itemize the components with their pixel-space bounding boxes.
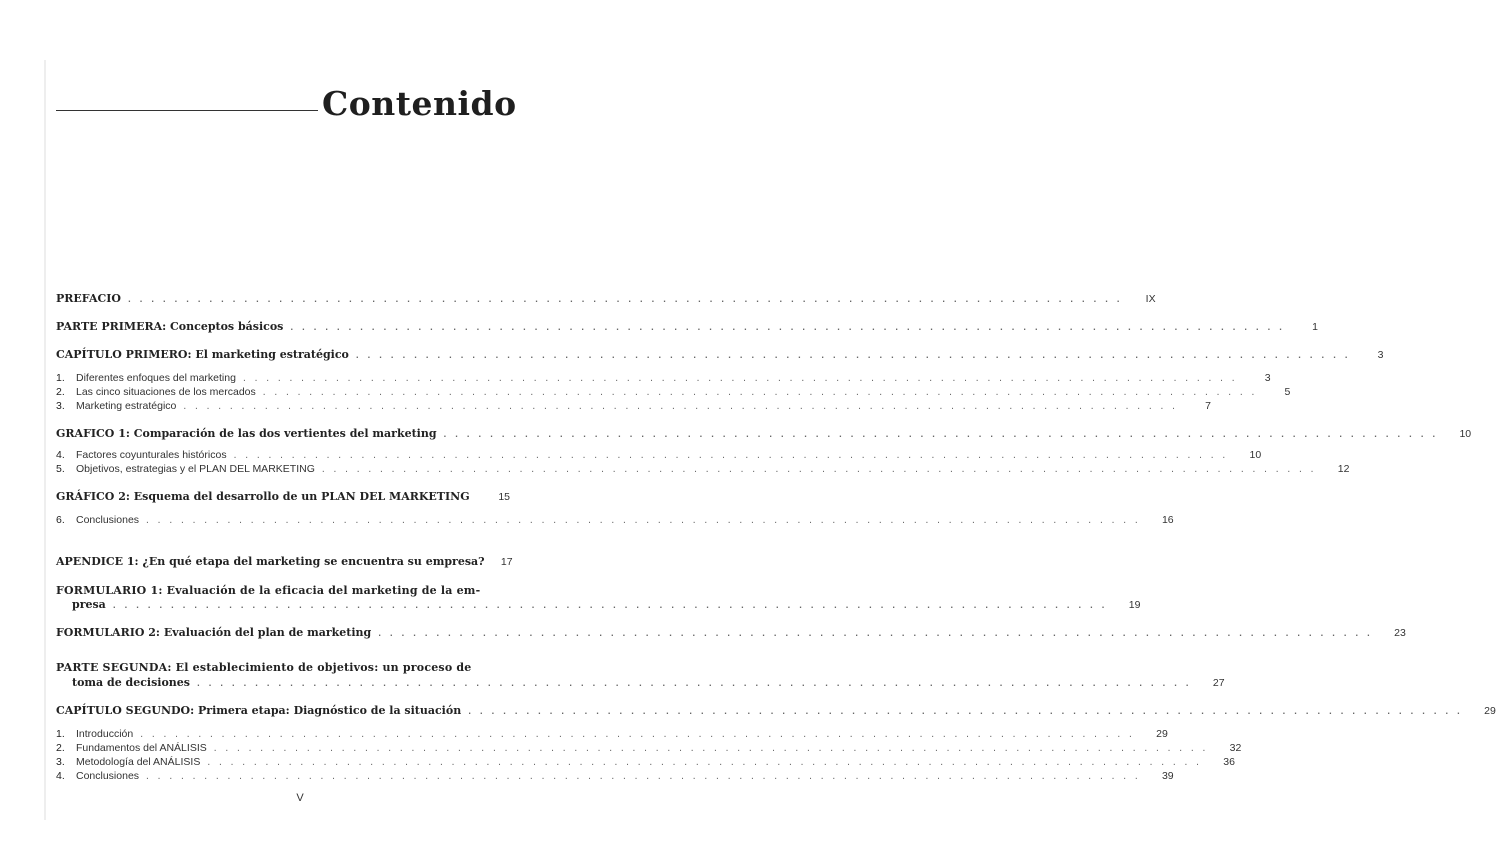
toc-entry-label: PREFACIO: [56, 292, 121, 305]
page-title: Contenido: [322, 84, 517, 123]
toc-subentry: [56, 769, 1174, 783]
page-number-footer: V: [296, 792, 304, 804]
toc-subentry-label: Conclusiones: [76, 770, 140, 782]
toc-entry-label: GRAFICO 1: Comparación de las dos vertientes del marketing: [56, 427, 437, 440]
toc-entry-formulario-1-cont: [72, 598, 1141, 612]
toc-subentry: [56, 513, 1174, 527]
toc-page-number: 5: [1284, 386, 1291, 398]
toc-entry-parte-primera: [56, 320, 1318, 334]
toc-page-number: 3: [1264, 372, 1271, 384]
toc-subentry-number: 6.: [56, 514, 65, 526]
toc-entry-label: FORMULARIO 2: Evaluación del plan de marketing: [56, 626, 372, 639]
leader-dots: [289, 321, 1284, 335]
toc-entry-parte-segunda: [56, 661, 510, 675]
toc-subentry: [56, 741, 1242, 755]
toc-subentry-label: Factores coyunturales históricos: [76, 449, 227, 461]
leader-dots: [127, 293, 1122, 307]
toc-page-number: 10: [1249, 449, 1262, 461]
toc-entry-label: PARTE PRIMERA: Conceptos básicos: [56, 320, 284, 333]
toc-subentry-label: Fundamentos del ANÁLISIS: [76, 742, 207, 754]
toc-entry-grafico-2: [56, 490, 510, 504]
toc-entry-label-continuation: presa: [72, 598, 106, 611]
toc-subentry: [56, 462, 1350, 476]
leader-dots: [262, 386, 1257, 400]
leader-dots: [112, 599, 1107, 613]
toc-page-number: 15: [498, 491, 510, 503]
toc-page-number: 32: [1229, 742, 1242, 754]
toc-entry-parte-segunda-cont: [72, 676, 1225, 690]
toc-subentry: [56, 371, 1271, 385]
toc-entry-capitulo-segundo: [56, 704, 1496, 718]
toc-page-number: 29: [1156, 728, 1168, 740]
toc-entry-label-continuation: toma de decisiones: [72, 676, 190, 689]
toc-page-number: 17: [500, 556, 513, 568]
toc-subentry-label: Metodología del ANÁLISIS: [76, 756, 201, 768]
toc-entry-apendice-1: [56, 555, 513, 569]
toc-page-number: 16: [1161, 514, 1174, 526]
toc-page-number: 1: [1312, 321, 1318, 333]
toc-page-number: 19: [1128, 599, 1141, 611]
toc-subentry-number: 5.: [56, 463, 65, 475]
toc-page-number: 3: [1377, 349, 1384, 361]
toc-page-number: 29: [1484, 705, 1496, 717]
leader-dots: [377, 627, 1372, 641]
toc-subentry: [56, 399, 1211, 413]
toc-entry-formulario-1: [56, 584, 510, 598]
leader-dots: [467, 705, 1462, 719]
leader-dots: [206, 756, 1201, 770]
toc-entry-prefacio: [56, 292, 1156, 306]
toc-subentry-label: Introducción: [76, 728, 134, 740]
toc-entry-formulario-2: [56, 626, 1406, 640]
toc-subentry-label: Objetivos, estrategias y el PLAN DEL MARKETING: [76, 463, 315, 475]
toc-subentry-label: Las cinco situaciones de los mercados: [76, 386, 256, 398]
leader-dots: [139, 728, 1134, 742]
toc-subentry-number: 4.: [56, 449, 65, 461]
toc-entry-capitulo-primero: [56, 348, 1384, 362]
leader-dots: [145, 770, 1140, 784]
toc-page-number: IX: [1145, 293, 1156, 305]
leader-dots: [242, 372, 1237, 386]
toc-page-number: 10: [1459, 428, 1472, 440]
toc-entry-label: CAPÍTULO PRIMERO: El marketing estratégico: [56, 348, 349, 361]
toc-subentry-label: Conclusiones: [76, 514, 140, 526]
toc-subentry-number: 2.: [56, 386, 65, 398]
leader-dots: [233, 449, 1228, 463]
toc-subentry-number: 1.: [56, 728, 65, 740]
toc-entry-label: CAPÍTULO SEGUNDO: Primera etapa: Diagnóstico de la situación: [56, 704, 462, 717]
toc-subentry-number: 3.: [56, 400, 65, 412]
toc-subentry: [56, 385, 1291, 399]
leader-dots: [355, 349, 1350, 363]
leader-dots: [321, 463, 1316, 477]
toc-entry-label: APENDICE 1: ¿En qué etapa del marketing se encuentra su empresa?: [56, 555, 485, 568]
toc-subentry-number: 3.: [56, 756, 65, 768]
toc-entry-label: GRÁFICO 2: Esquema del desarrollo de un PLAN DEL MARKETING: [56, 490, 470, 503]
toc-subentry: [56, 448, 1262, 462]
toc-subentry: [56, 755, 1235, 769]
leader-dots: [443, 428, 1438, 442]
toc-subentry-label: Diferentes enfoques del marketing: [76, 372, 236, 384]
toc-page-number: 36: [1223, 756, 1235, 768]
leader-dots: [213, 742, 1208, 756]
toc-subentry-number: 4.: [56, 770, 65, 782]
toc-page-number: 27: [1212, 677, 1225, 689]
toc-subentry-label: Marketing estratégico: [76, 400, 177, 412]
toc-page-number: 39: [1161, 770, 1174, 782]
toc-page-number: 12: [1337, 463, 1350, 475]
toc-entry-label: PARTE SEGUNDA: El establecimiento de objetivos: un proceso de: [56, 661, 472, 674]
leader-dots: [196, 677, 1191, 691]
toc-page-number: 7: [1205, 400, 1211, 412]
toc-entry-label: FORMULARIO 1: Evaluación de la eficacia del marketing de la em-: [56, 584, 481, 597]
toc-entry-grafico-1: [56, 427, 1472, 441]
toc-subentry: [56, 727, 1168, 741]
toc-subentry-number: 2.: [56, 742, 65, 754]
toc-page-number: 23: [1394, 627, 1406, 639]
toc-subentry-number: 1.: [56, 372, 65, 384]
leader-dots: [182, 400, 1177, 414]
leader-dots: [145, 514, 1140, 528]
